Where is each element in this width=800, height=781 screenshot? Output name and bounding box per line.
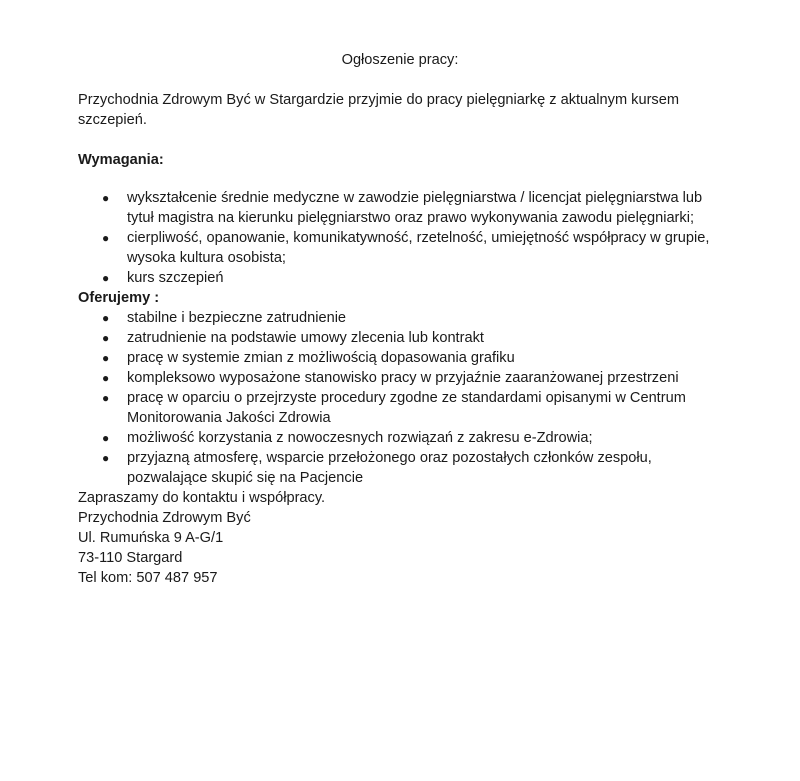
bullet-icon: ● bbox=[102, 331, 110, 345]
offer-item bbox=[78, 388, 717, 428]
offer-heading: Oferujemy : bbox=[78, 290, 160, 306]
contact-city: 73-110 Stargard bbox=[78, 550, 183, 566]
requirements-heading: Wymagania: bbox=[78, 152, 164, 168]
offer-text: pracę w systemie zmian z możliwością dopasowania grafiku bbox=[127, 350, 515, 366]
offer-text: kompleksowo wyposażone stanowisko pracy w przyjaźnie zaaranżowanej przestrzeni bbox=[127, 370, 679, 386]
bullet-icon: ● bbox=[102, 391, 110, 405]
bullet-icon: ● bbox=[102, 371, 110, 385]
offer-item bbox=[78, 428, 717, 448]
offer-text: zatrudnienie na podstawie umowy zlecenia lub kontrakt bbox=[127, 330, 484, 346]
offer-text: pracę w oparciu o przejrzyste procedury zgodne ze standardami opisanymi w Centrum Monitorowania Jakości Zdrowia bbox=[127, 390, 686, 426]
offer-text: przyjazną atmosferę, wsparcie przełożonego oraz pozostałych członków zespołu, pozwalające skupić się na Pacjencie bbox=[127, 450, 652, 486]
requirement-text: cierpliwość, opanowanie, komunikatywność, rzetelność, umiejętność współpracy w grupie, wysoka kultura osobista; bbox=[127, 230, 710, 266]
contact-block bbox=[78, 488, 718, 588]
requirement-text: wykształcenie średnie medyczne w zawodzie pielęgniarstwa / licencjat pielęgniarstwa lub tytuł magistra na kierunku pielęgniarstwo oraz prawo wykonywania zawodu pielęgniarki; bbox=[127, 190, 703, 226]
document-title: Ogłoszenie pracy: bbox=[341, 52, 459, 68]
offer-item bbox=[78, 348, 717, 368]
bullet-icon: ● bbox=[102, 351, 110, 365]
bullet-icon: ● bbox=[102, 451, 110, 465]
bullet-icon: ● bbox=[102, 271, 110, 285]
contact-invite: Zapraszamy do kontaktu i współpracy. bbox=[78, 490, 326, 506]
bullet-icon: ● bbox=[102, 191, 110, 205]
offer-item bbox=[78, 448, 717, 488]
contact-phone: Tel kom: 507 487 957 bbox=[78, 570, 218, 586]
offer-text: możliwość korzystania z nowoczesnych rozwiązań z zakresu e-Zdrowia; bbox=[127, 430, 593, 446]
job-posting-document bbox=[78, 50, 718, 588]
requirements-list bbox=[78, 188, 718, 288]
requirement-text: kurs szczepień bbox=[127, 270, 224, 286]
offer-item bbox=[78, 308, 717, 328]
contact-street: Ul. Rumuńska 9 A-G/1 bbox=[78, 530, 224, 546]
offer-list bbox=[78, 308, 718, 488]
offer-item bbox=[78, 368, 717, 388]
contact-name: Przychodnia Zdrowym Być bbox=[78, 510, 251, 526]
offer-item bbox=[78, 328, 717, 348]
intro-paragraph: Przychodnia Zdrowym Być w Stargardzie przyjmie do pracy pielęgniarkę z aktualnym kursem szczepień. bbox=[78, 92, 680, 128]
bullet-icon: ● bbox=[102, 431, 110, 445]
requirement-item bbox=[78, 268, 717, 288]
bullet-icon: ● bbox=[102, 231, 110, 245]
requirement-item bbox=[78, 188, 717, 228]
bullet-icon: ● bbox=[102, 311, 110, 325]
offer-text: stabilne i bezpieczne zatrudnienie bbox=[127, 310, 347, 326]
requirement-item bbox=[78, 228, 717, 268]
